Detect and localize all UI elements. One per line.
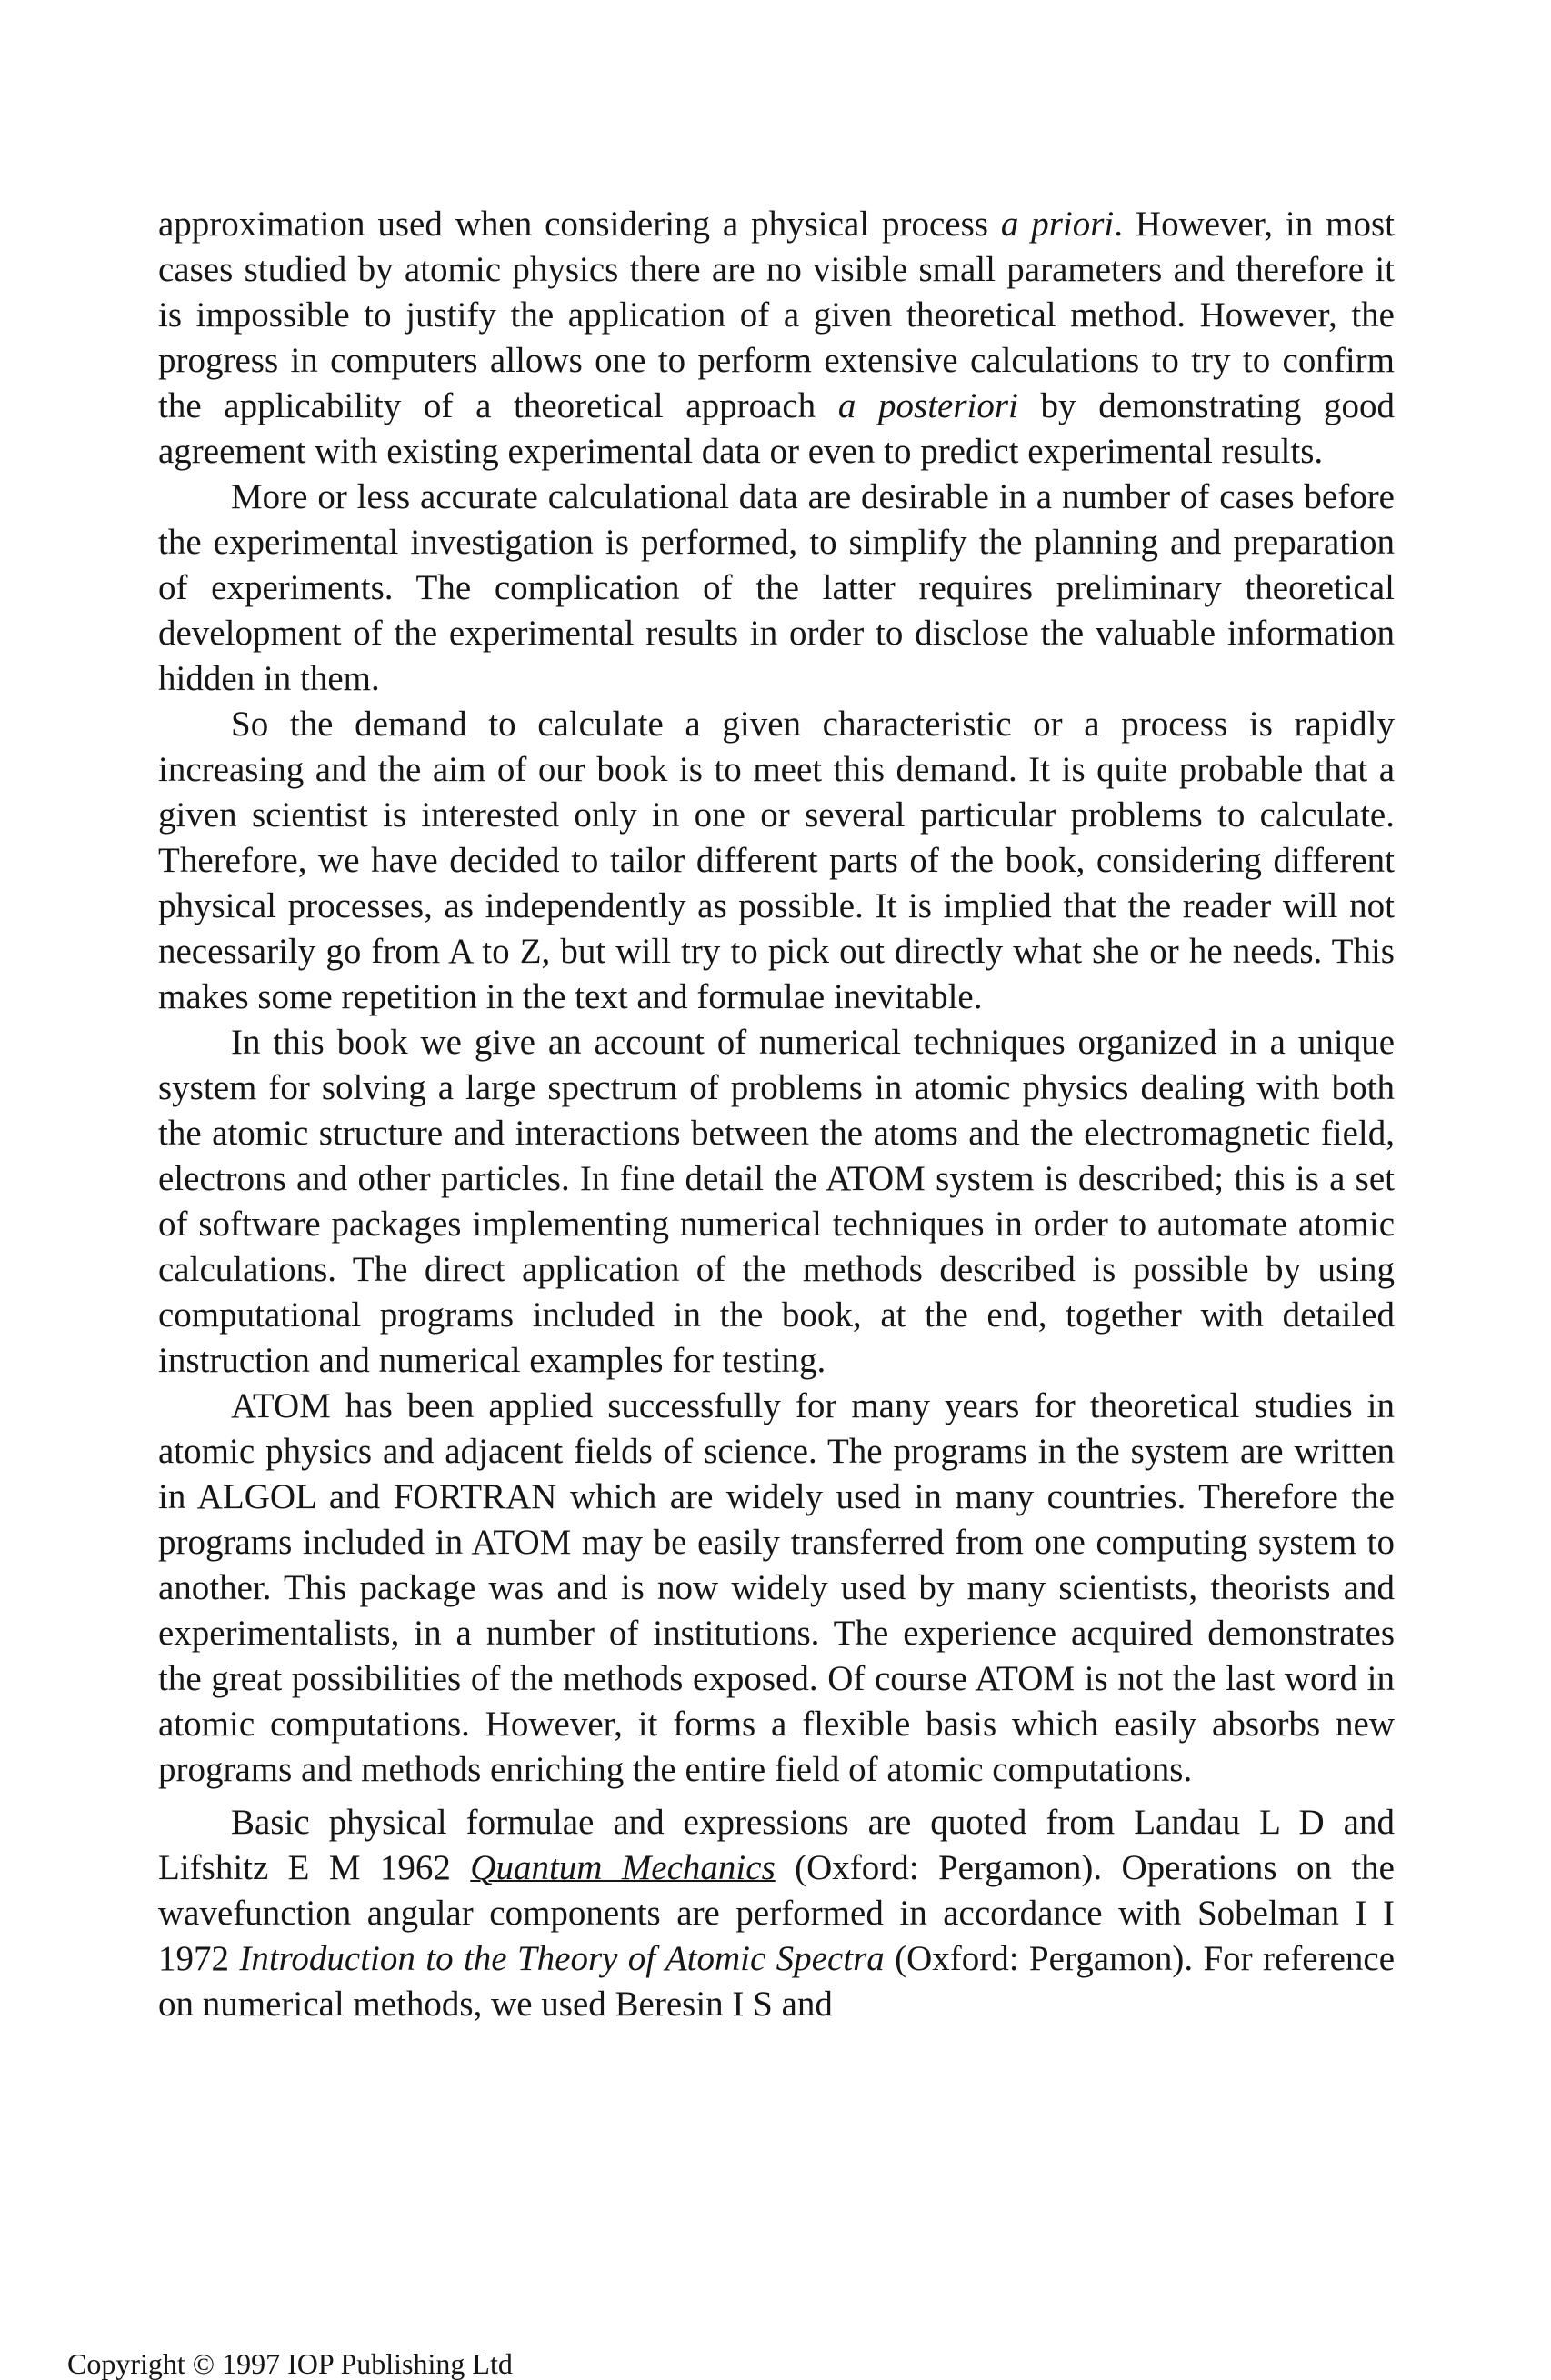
p1-text-1: approximation used when considering a physical process — [158, 205, 988, 244]
paragraph-5: ATOM has been applied successfully for many years for theoretical studies in atomic physics and adjacent fields of science. The programs in the system are written in ALGOL and FORTRAN which are widely used in many countries. Therefore the programs included in ATOM may be easily transferred from one computing system to another. This package was and is now widely used by many scientists, theorists and experimentalists, in a number of institutions. The experience acquired demonstrates the great possibilities of the methods exposed. Of course ATOM is not the last word in atomic computations. However, it forms a flexible basis which easily absorbs new programs and methods enriching the entire field of atomic computations. — [158, 1386, 1395, 1789]
p1-text-2: . However, in most cases studied by atomic physics there are no visible small parameters and therefore it is impossible to justify the application of a given theoretical method. However, the progress in computers allows one to perform extensive calculations to try to confirm the applicability of a theoretical approach — [158, 205, 1395, 425]
paragraph-3: So the demand to calculate a given characteristic or a process is rapidly increasing and the aim of our book is to meet this demand. It is quite probable that a given scientist is interested only in one or several particular problems to calculate. Therefore, we have decided to tailor different parts of the book, considering different physical processes, as independently as possible. It is implied that the reader will not necessarily go from A to Z, but will try to pick out directly what she or he needs. This makes some repetition in the text and formulae inevitable. — [158, 705, 1395, 1016]
p1-italic-a-priori: a priori — [1000, 205, 1115, 244]
paragraph-2: More or less accurate calculational data are desirable in a number of cases before the experimental investigation is performed, to simplify the planning and preparation of experiments. The complication of the latter requires preliminary theoretical development of the experimental results in order to disclose the valuable information hidden in them. — [158, 477, 1395, 698]
page-body — [158, 202, 1395, 2027]
p6-ref-atomic-spectra: Introduction to the Theory of Atomic Spectra — [239, 1939, 885, 1978]
p1-text-3: by demonstrating good agreement with existing experimental data or even to predict experimental results. — [158, 386, 1395, 471]
p6-ref-quantum-mechanics: Quantum Mechanics — [470, 1848, 776, 1887]
p1-italic-a-posteriori: a posteriori — [837, 386, 1018, 425]
copyright-footer: Copyright © 1997 IOP Publishing Ltd — [67, 2347, 513, 2380]
paragraph-1 — [158, 202, 1395, 475]
paragraph-4: In this book we give an account of numerical techniques organized in a unique system for solving a large spectrum of problems in atomic physics dealing with both the atomic structure and interactions between the atoms and the electromagnetic field, electrons and other particles. In fine detail the ATOM system is described; this is a set of software packages implementing numerical techniques in order to automate atomic calculations. The direct application of the methods described is possible by using computational programs included in the book, at the end, together with detailed instruction and numerical examples for testing. — [158, 1023, 1395, 1380]
paragraph-6 — [158, 1800, 1395, 2027]
p6-text-3: (Oxford: Pergamon). For reference on numerical methods, we used Beresin I S and — [158, 1939, 1396, 2024]
p6-text-1: Basic physical formulae and expressions are quoted from Landau L D and Lifshitz E M 1962 — [158, 1803, 1395, 1887]
p6-text-2: (Oxford: Pergamon). Operations on the wavefunction angular components are performed in accordance with Sobelman I I 1972 — [158, 1848, 1395, 1978]
